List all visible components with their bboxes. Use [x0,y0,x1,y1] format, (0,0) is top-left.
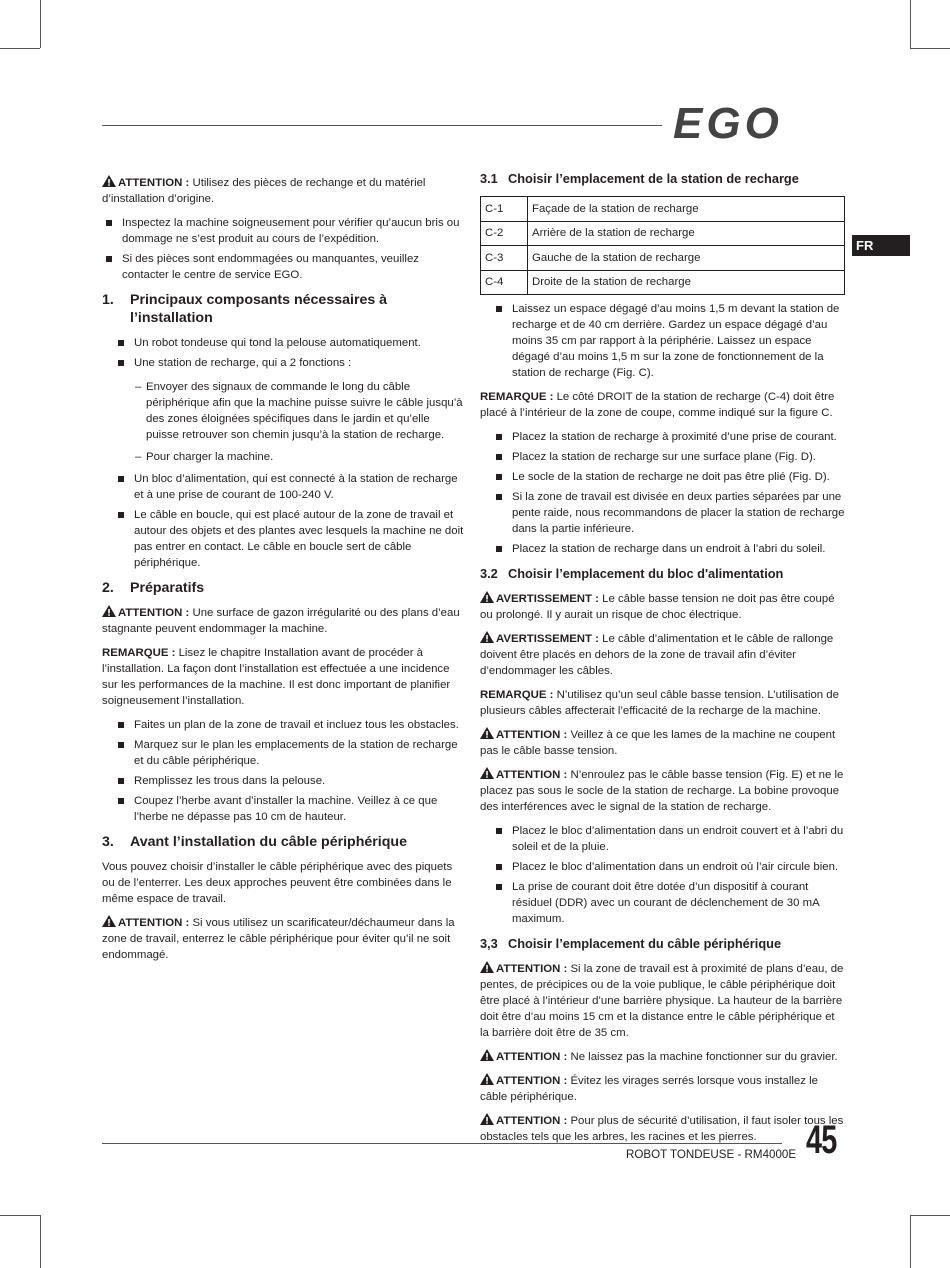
s31-list-a [480,301,845,381]
station-parts-table [480,196,845,295]
section-heading-3: 3. Avant l’installation du câble périphérique [102,834,407,850]
list-item: – Pour charger la machine. [135,449,464,465]
s32-avertissement-2: AVERTISSEMENT : Le câble d’alimentation et le câble de rallonge doivent être placés en dehors de la zone de travail afin d’éviter d’endommager les câbles. [480,633,834,677]
s32-attention-2: ATTENTION : N’enroulez pas le câble basse tension (Fig. E) et ne le placez pas sous le socle de la station de recharge. La bobine provoque des interférences avec le signal de la station de recharge. [480,769,844,813]
list-item: Si la zone de travail est divisée en deux parties séparées par une pente raide, nous recommandons de placer la station de recharge dans la partie inférieure. [492,489,845,537]
crop-mark [40,0,41,48]
s33-attention-3: ATTENTION : Évitez les virages serrés lorsque vous installez le câble périphérique. [480,1075,818,1103]
list-item: Inspectez la machine soigneusement pour vérifier qu’aucun bris ou dommage ne s’est produit au cours de l’expédition. [102,215,464,247]
table-cell: C-4 [481,270,528,295]
list-item: Laissez un espace dégagé d’au moins 1,5 m devant la station de recharge et de 40 cm derrière. Gardez un espace dégagé d’au moins 35 cm par rapport à la périphérie. Laissez un espace dégagé d’au moins 1,5 m sur la zone de fonctionnement de la station de recharge (Fig. C). [492,301,845,381]
table-cell: C-3 [481,246,528,271]
table-cell: C-2 [481,221,528,246]
crop-mark [910,0,911,48]
warning-icon [480,631,494,643]
warning-icon [480,1073,494,1085]
crop-mark [40,1215,41,1268]
language-tab: FR [852,235,910,256]
list-item: Le socle de la station de recharge ne doit pas être plié (Fig. D). [492,469,845,485]
list-item: La prise de courant doit être dotée d’un dispositif à courant résiduel (DDR) avec un courant de déclenchement de 30 mA maximum. [492,879,845,927]
warning-icon [102,915,116,927]
s32-remarque: REMARQUE : N’utilisez qu’un seul câble basse tension. L’utilisation de plusieurs câbles affecterait l’efficacité de la recharge de la machine. [480,689,839,717]
s31-list [480,429,845,557]
s32-attention-1: ATTENTION : Veillez à ce que les lames de la machine ne coupent pas le câble basse tension. [480,729,836,757]
warning-icon [480,767,494,779]
left-column [102,175,464,971]
table-cell: Arrière de la station de recharge [528,221,845,246]
list-item: Placez la station de recharge à proximité d’une prise de courant. [492,429,845,445]
list-item: Coupez l’herbe avant d’installer la machine. Veillez à ce que l’herbe ne dépasse pas 10 cm de hauteur. [114,793,464,825]
section-heading-3-1: 3.1 Choisir l’emplacement de la station de recharge [480,171,799,186]
table-row [481,246,845,271]
list-item: Placez le bloc d’alimentation dans un endroit où l’air circule bien. [492,859,845,875]
section-heading-3-3: 3,3 Choisir l’emplacement du câble périphérique [480,936,782,951]
section-heading-2: 2. Préparatifs [102,580,205,596]
s32-list [480,823,845,927]
s1-dash-list [102,379,464,465]
right-column [480,168,845,1153]
section-heading-3-2: 3.2 Choisir l’emplacement du bloc d'alimentation [480,566,784,581]
s2-list [102,717,464,825]
svg-text:EGO: EGO [673,104,783,142]
warning-icon [480,1113,494,1125]
crop-mark [0,48,40,49]
s3-paragraph: Vous pouvez choisir d’installer le câble périphérique avec des piquets ou de l’enterrer. Les deux approches peuvent être combinées dans le même espace de travail. [102,861,453,905]
warning-icon [102,605,116,617]
footer-rule [102,1143,782,1144]
ego-logo [673,104,843,142]
list-item: Le câble en boucle, qui est placé autour de la zone de travail et autour des objets et des plantes avec lesquels la machine ne doit pas entrer en contact. Le câble en boucle sert de câble périphérique. [114,507,464,571]
header-rule [102,125,662,126]
table-cell: Gauche de la station de recharge [528,246,845,271]
table-cell: Droite de la station de recharge [528,270,845,295]
table-cell: Façade de la station de recharge [528,197,845,222]
list-item: Remplissez les trous dans la pelouse. [114,773,464,789]
s2-remarque: REMARQUE : Lisez le chapitre Installation avant de procéder à l’installation. La façon dont l’installation est effectuée a une incidence sur les performances de la machine. Il est donc important de planifier soigneusement l’installation. [102,647,451,707]
table-row [481,221,845,246]
warning-icon [480,1049,494,1061]
s2-attention: ATTENTION : Une surface de gazon irrégularité ou des plans d’eau stagnante peuvent endommager la machine. [102,607,460,635]
s3-attention: ATTENTION : Si vous utilisez un scarificateur/déchaumeur dans la zone de travail, enterrez le câble périphérique pour éviter qu’il ne soit endommagé. [102,917,455,961]
s31-remarque: REMARQUE : Le côté DROIT de la station de recharge (C-4) doit être placé à l’intérieur de la zone de coupe, comme indiqué sur la figure C. [480,391,835,419]
warning-icon [480,961,494,973]
crop-mark [910,48,950,49]
crop-mark [910,1215,950,1216]
s1-list [102,335,464,371]
list-item: Un bloc d’alimentation, qui est connecté à la station de recharge et à une prise de courant de 100-240 V. [114,471,464,503]
page-number: 45 [806,1118,837,1162]
list-item: Faites un plan de la zone de travail et incluez tous les obstacles. [114,717,464,733]
warning-icon [102,175,116,187]
list-item: Une station de recharge, qui a 2 fonctions : [114,355,464,371]
warning-icon [480,591,494,603]
warning-icon [480,727,494,739]
list-item: – Envoyer des signaux de commande le long du câble périphérique afin que la machine puisse suivre le câble jusqu’à des zones éloignées spécifiques dans le jardin et qu’elle puisse retrouver son chemin jusqu’à la station de recharge. [135,379,464,443]
list-item: Placez le bloc d’alimentation dans un endroit couvert et à l’abri du soleil et de la pluie. [492,823,845,855]
s33-attention-2: ATTENTION : Ne laissez pas la machine fonctionner sur du gravier. [480,1049,845,1065]
intro-list [102,215,464,283]
s1-list-2 [102,471,464,571]
list-item: Placez la station de recharge dans un endroit à l’abri du soleil. [492,541,845,557]
table-cell: C-1 [481,197,528,222]
table-row [481,270,845,295]
list-item: Marquez sur le plan les emplacements de la station de recharge et du câble périphérique. [114,737,464,769]
intro-attention: ATTENTION : Utilisez des pièces de rechange et du matériel d’installation d’origine. [102,177,426,205]
list-item: Un robot tondeuse qui tond la pelouse automatiquement. [114,335,464,351]
s32-avertissement-1: AVERTISSEMENT : Le câble basse tension ne doit pas être coupé ou prolongé. Il y aurait un risque de choc électrique. [480,593,835,621]
footer-product: ROBOT TONDEUSE - RM4000E [626,1148,797,1161]
s33-attention-1: ATTENTION : Si la zone de travail est à proximité de plans d’eau, de pentes, de précipices ou de la voie publique, le câble périphérique doit être placé à l’intérieur d’une barrière physique. La hauteur de la barrière doit être d’au moins 15 cm et la distance entre le câble périphérique et la barrière doit être de 35 cm. [480,963,844,1039]
list-item: Placez la station de recharge sur une surface plane (Fig. D). [492,449,845,465]
crop-mark [0,1215,40,1216]
s33-attention-4: ATTENTION : Pour plus de sécurité d’utilisation, il faut isoler tous les obstacles tels que les arbres, les racines et les pierres. [480,1115,844,1143]
section-heading-1: 1. Principaux composants nécessaires à l’installation [102,292,388,326]
table-row [481,197,845,222]
crop-mark [910,1215,911,1268]
list-item: Si des pièces sont endommagées ou manquantes, veuillez contacter le centre de service EGO. [102,251,464,283]
